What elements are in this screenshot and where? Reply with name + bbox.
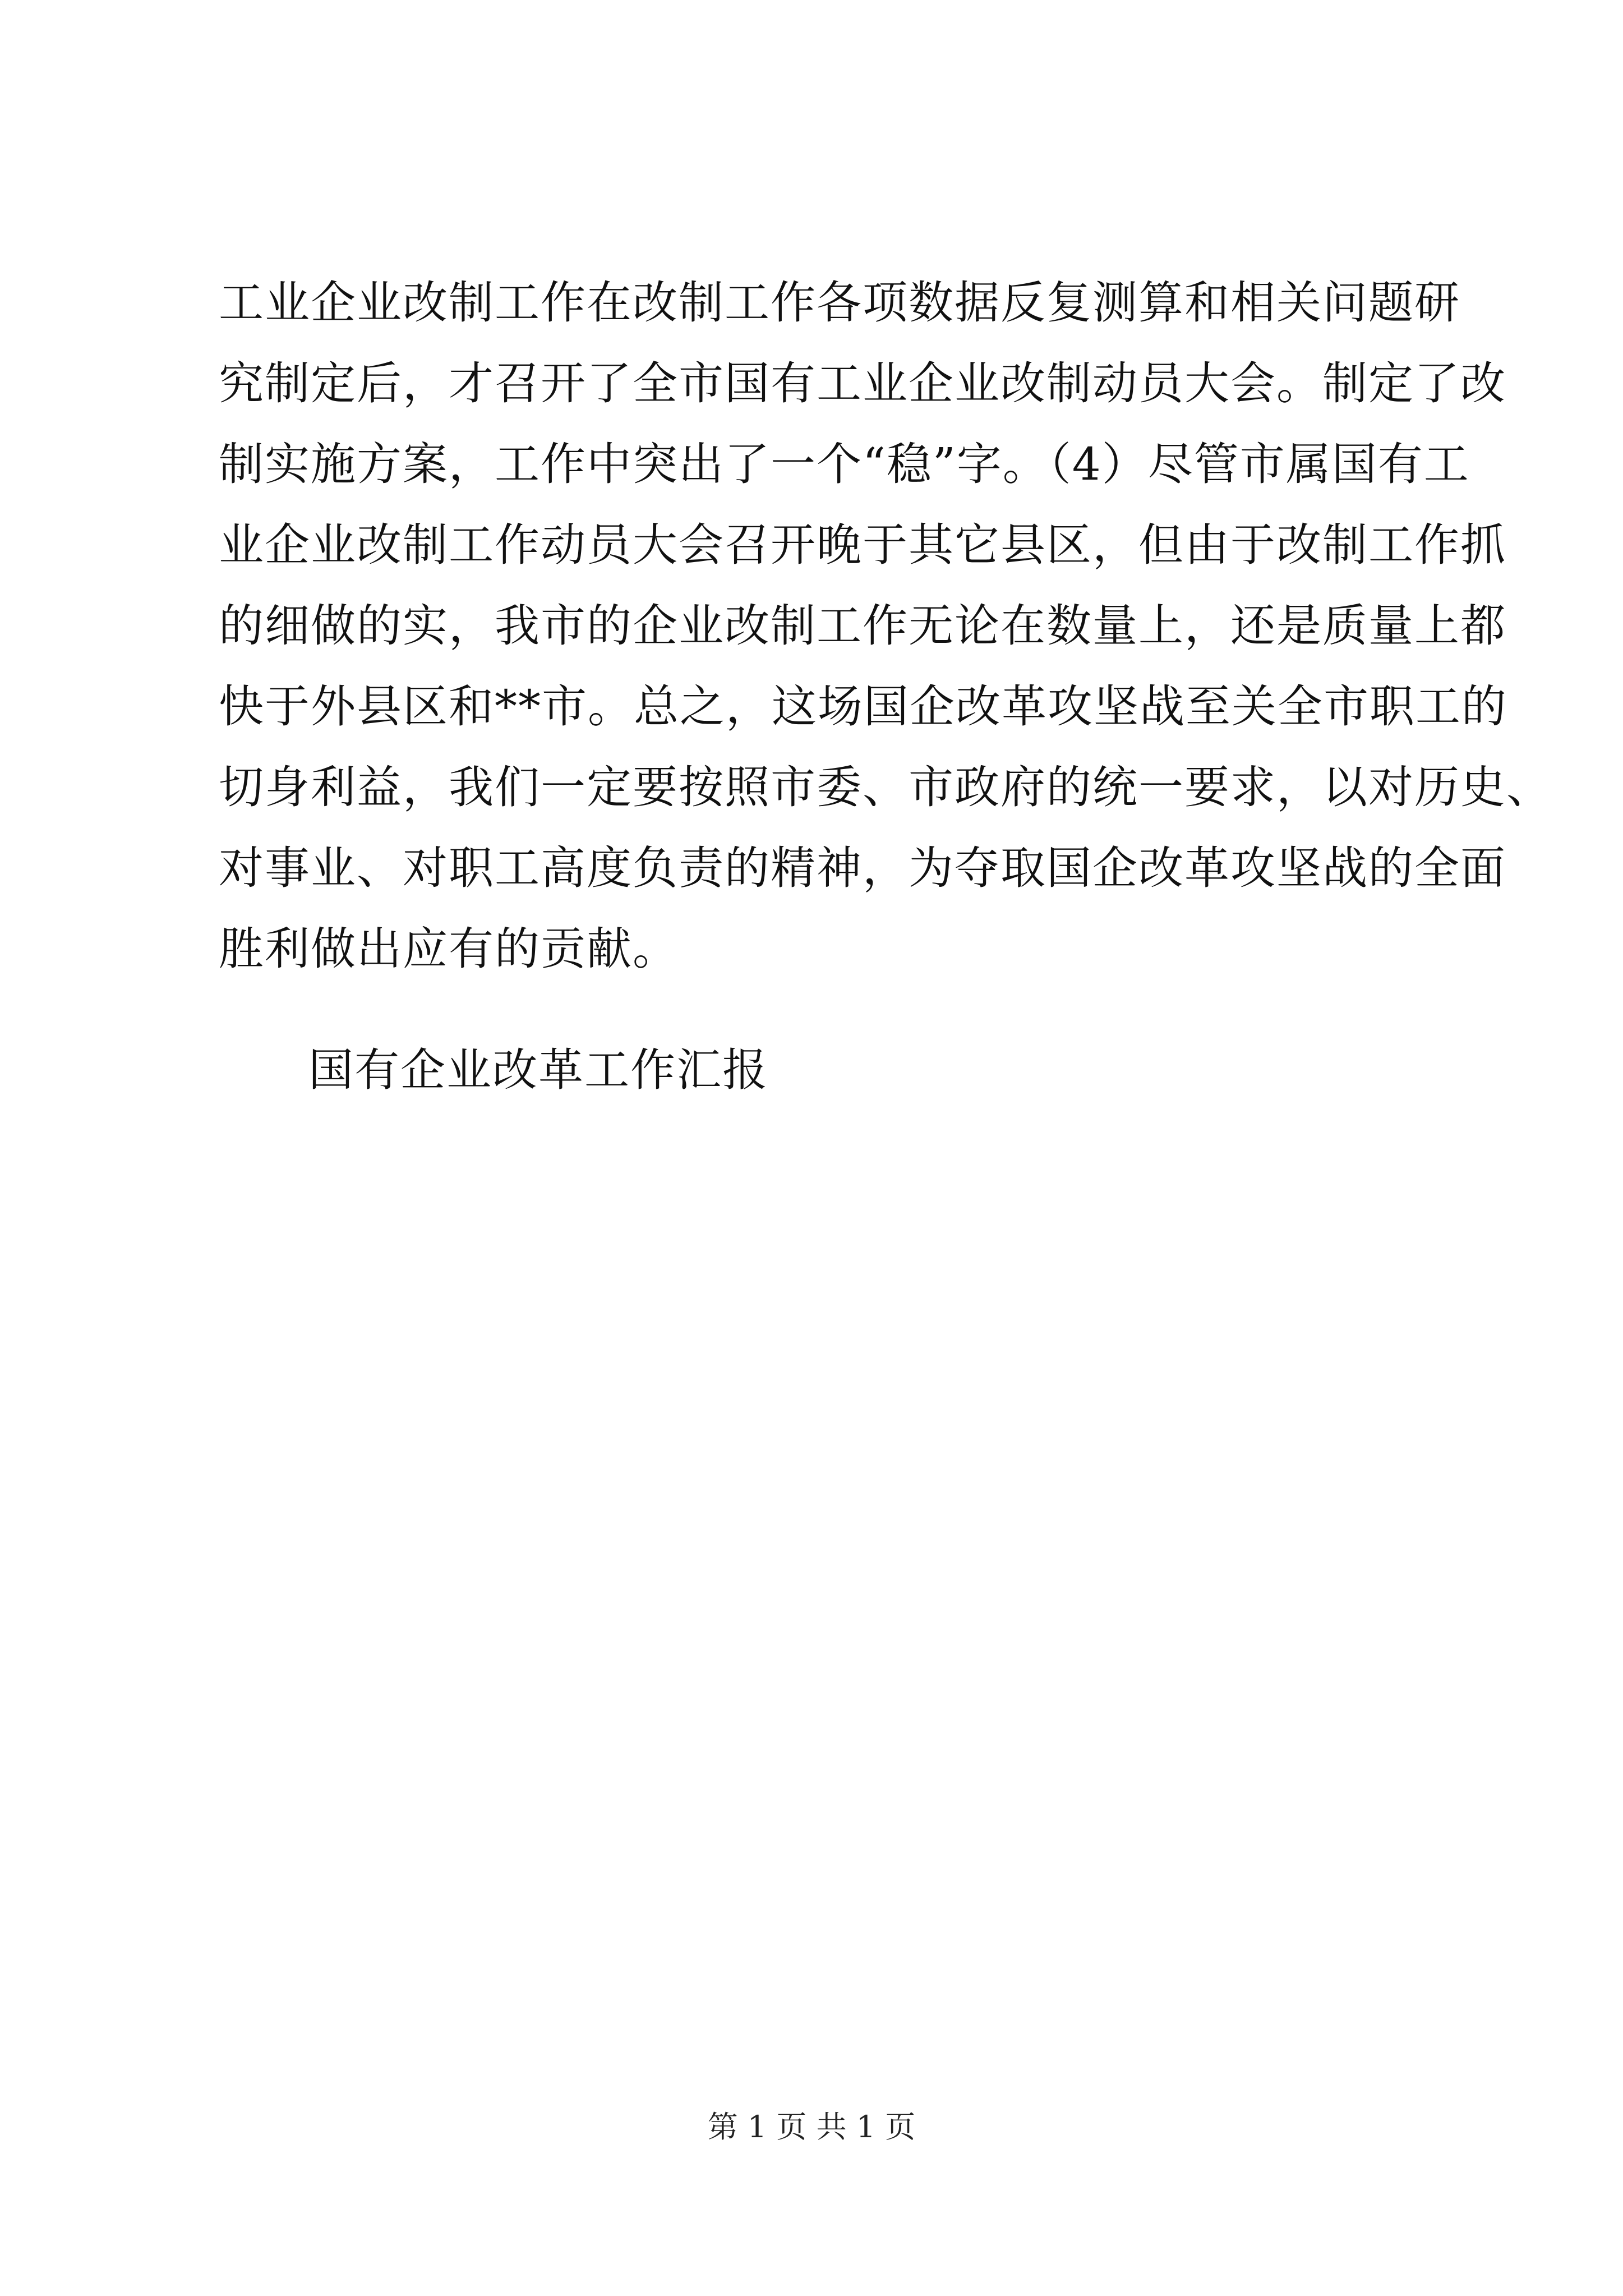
paragraph-line: 业企业改制工作动员大会召开晚于其它县区，但由于改制工作抓 — [219, 519, 1506, 571]
paragraph-line-last: 胜利做出应有的贡献。 — [219, 923, 679, 975]
paragraph-line: 的细做的实，我市的企业改制工作无论在数量上，还是质量上都 — [219, 600, 1506, 652]
paragraph-line: 对事业、对职工高度负责的精神，为夺取国企改革攻坚战的全面 — [219, 842, 1506, 894]
paragraph-line: 工业企业改制工作在改制工作各项数据反复测算和相关问题研 — [219, 277, 1460, 329]
body-paragraph — [219, 263, 1552, 990]
page-footer: 第 1 页 共 1 页 — [707, 2109, 916, 2145]
paragraph-line: 究制定后，才召开了全市国有工业企业改制动员大会。制定了改 — [219, 357, 1506, 409]
document-heading: 国有企业改革工作汇报 — [308, 1044, 768, 1096]
paragraph-line: 切身利益，我们一定要按照市委、市政府的统一要求，以对历史、 — [219, 761, 1552, 813]
paragraph-line: 制实施方案，工作中突出了一个“稳”字。（4）尽管市属国有工 — [219, 438, 1470, 490]
paragraph-line: 快于外县区和**市。总之，这场国企改革攻坚战至关全市职工的 — [219, 680, 1507, 733]
